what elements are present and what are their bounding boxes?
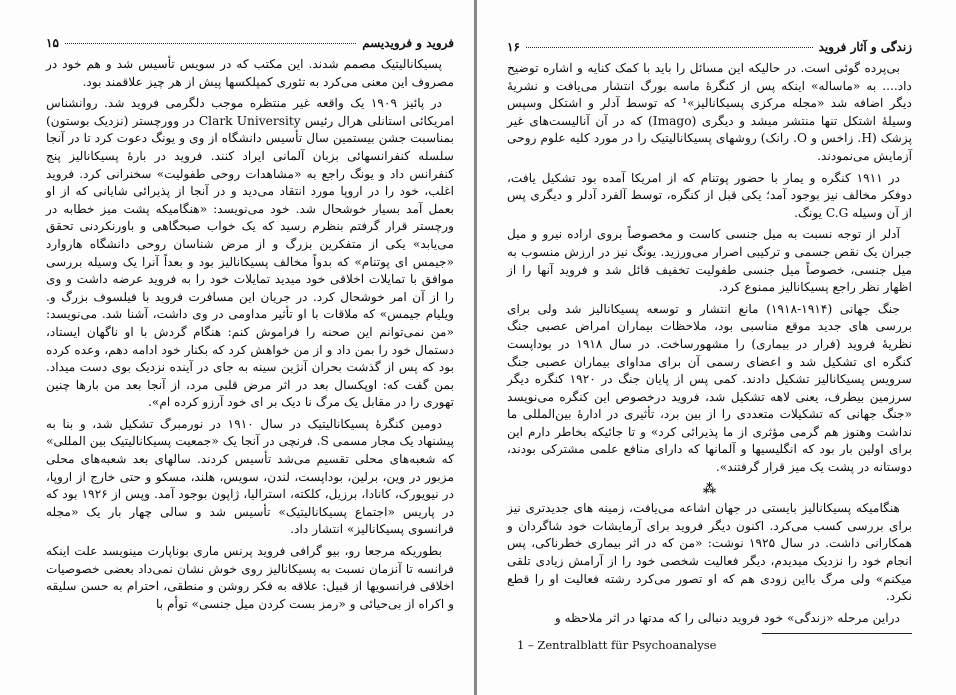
header-dotted-rule — [526, 47, 813, 48]
paragraph: پسیکانالیتیک مصمم شدند. این مکتب که در سویس تأسیس شد و هم خود در مصروف این معنی می‌کرد به تئوری کمپلکسها پیش از هر چیز علاقمند بود. — [46, 57, 454, 89]
left-page — [0, 0, 474, 695]
paragraph: دراین مرحله «زندگی» خود فروید دنبالی را که مدتها در اثر ملاحظه و — [554, 610, 900, 625]
paragraph: بی‌پرده گوئی است. در حالیکه این مسائل را باید با کمک کنایه و اشاره توضیح داد.... به «ماساله» اینکه پس از کنگرهٔ ماسه بورگ انتشار می‌یافت و نشریهٔ دیگر اضافه شد «مجله مرکزی پسیکانالیز»¹ که توسط آدلر و اشتکل وسپس وسیلهٔ اشتکل تنها منتشر میشد و دیگری (Imago) که در آن آنالیست‌های غیر پزشک (H. زاخس و O. رانک) روشهای پسیکانالیتیک را در مورد کلیه علوم روحی آزمایش می‌نمودند. — [507, 61, 912, 163]
paragraph: در پائیز ۱۹۰۹ یک واقعه غیر منتظره موجب دلگرمی فروید شد. روانشناس امریکائی استانلی هرال رئیس Clark University در وورچستر (نزدیک بوستون) بمناسبت جشن بیستمین سال تأسیس دانشگاه از وی و یونگ دعوت کرد تا در آنجا سلسله کنفرانسهائی بزبان آلمانی ایراد کنند. فروید در بارهٔ پسیکانالیز پنج کنفرانس داد و یونگ راجع به «مشاهدات روحی طفولیت» سخنرانی کرد. فروید اغلب، خود را در اروپا مورد انتقاد می‌دید و در آنجا از پذیرائی شایانی که از او بعمل آمد بسیار خوشحال شد. خود می‌نویسد: «هنگامیکه پشت میز خطابه در ورچستر قرار گرفتم بنظرم رسید که یک خواب صبحگاهی و باورنکردنی تحقق می‌یابد» یکی از متفکرین بزرگ و از مرض شناسان روحی دانشگاه هاروارد «جیمس ای پوتنام» که بدواً مخالف پسیکانالیز بود و بعداً آنرا یک وسیله بررسی موافق با تمایلات اخلاقی خود میدید تمایلات خود را به فروید عرضه داشت و وی را از آن امر خوشحال کرد. در جریان این مسافرت فروید با فیلسوف بزرگ و. ویلیام جیمس» که ملاقات با او تأثیر مداومی در وی داشت، آشنا شد. می‌نویسد: «من نمی‌توانم این صحنه را فراموش کنم: هنگام گردش با او ناگهان ایستاد، دستمال خود را بمن داد و از من خواهش کرد که بکنار خود ادامه دهم، وعده کرده بود که پس از گذشت بحران آنژین سینه به جای در آینده نزدیک بوی دست میداد. بمن گفت که: اوپکسال بعد در اثر مرض قلبی مرد، از آنجا بعد من بارها چنین تهوری را در مقابل یک مرگ نا دیک بر ای خود آرزو کرده ام». — [46, 96, 455, 410]
header-dotted-rule — [65, 43, 356, 44]
right-page-header — [507, 40, 912, 54]
footnote-rule — [762, 633, 912, 634]
right-page-number: ۱۶ — [507, 40, 520, 54]
right-page-body — [507, 60, 912, 627]
left-page-body — [46, 56, 454, 613]
paragraph: بطوریکه مرجعا رو، بیو گرافی فروید پرنس ماری بوناپارت مینویسد علت اینکه فرانسه تا آنزمان نسبت به پسیکانالیز روی خوش نشان نمی‌داد بعضی خصوصیات اخلاقی فرانسویها از قبیل: علاقه به فکر روشن و منطقی، احترام به حسن سلیقه و اکراه از بی‌حیائی و «رمز بست کردن میل جنسی» توأم با — [46, 544, 454, 611]
left-running-title: فروید و فرویدیسم — [362, 36, 454, 50]
paragraph: آدلر از توجه نسبت به میل جنسی کاست و مخصوصاً بروی اراده نیرو و میل جبران یک نقص جسمی و ترکیبی اصرار می‌ورزید. یونگ نیز در ارزش منسوب به میل جنسی، خصوصاً میل جنسی طفولیت تخفیف قائل شد و فروید آنها را از اظهار نظر راجع پسیکانالیز ممنوع کرد. — [507, 227, 912, 295]
paragraph: جنگ جهانی (۱۹۱۴-۱۹۱۸) مانع انتشار و توسعه پسیکانالیز شد ولی برای بررسی های جدید موقع مناسبی بود، ملاحظات بیماران امراض عصبی جنگ نظریهٔ فروید (فرار در بیماری) را مشهورساخت. در سال ۱۹۱۸ در بوداپست کنگره ای تشکیل شد و اعضای رسمی آن برای مداوای بیماران عصبی جنگ سرویس پسیکانالیز تشکیل دادند. کمی پس از پایان جنگ در ۱۹۲۰ کنگره دیگر سرزمین بیطرف، یعنی لاهه تشکیل شد، فروید درخصوص این کنگره می‌نویسد «جنگ جهانی که تشکیلات متعددی را از بین برد، تأثیری در ادارهٔ بین‌المللی ما نداشت وهنوز هم گرمی مؤثری از ما پذیرائی کرد» و تا جائیکه بخاطر دارم این برای اولین بار بود که انگلیسیها و آلمانها که دارای منافع علمی مشترکی بودند، دوستانه در پشت یک میز قرار گرفتند». — [507, 301, 912, 475]
paragraph: دومین کنگرهٔ پسیکانالیتیک در سال ۱۹۱۰ در نورمبرگ تشکیل شد، و بنا به پیشنهاد یک مجار مسمی S. فرنچی در آنجا یک «جمعیت پسیکانالیتیک بین المللی» که شعبه‌های محلی تقسیم می‌شد تأسیس کردند. سالهای بعد شعبه‌های محلی مزبور در وین، برلین، بوداپست، لندن، سویس، هلند، مسکو و حتی خارج از اروپا، در نیویورک، کانادا، برزیل، کلکته، استرالیا، ژاپون بوجود آمد. وپس از ۱۹۲۶ بود که در پاریس «اجتماع پسیکانالیتیک» تأسیس شد و سالی چهار بار یک «مجله فرانسوی پسیکانالیز» انتشار داد. — [46, 416, 454, 537]
right-page — [477, 0, 956, 695]
footnote: 1 – Zentralblatt für Psychoanalyse — [517, 638, 717, 653]
left-page-number: ۱۵ — [46, 36, 59, 50]
paragraph: در ۱۹۱۱ کنگره و یمار با حضور پوتنام که از امریکا آمده بود تشکیل یافت، دوفکر مخالف نیز بوجود آمد؛ یکی قبل از کنگره، توسط آلفرد آدلر و دیگری پس از آن وسیله C.G یونگ. — [507, 170, 912, 220]
paragraph: هنگامیکه پسیکانالیز بایستی در جهان اشاعه می‌یافت، زمینه های جدیدتری نیز برای بررسی کسب می‌کرد. اکنون دیگر فروید برای آرمایشات خود شاگردان و همکارانی داشت. در سال ۱۹۲۵ نوشت: «من که در اثر بیماری خطرناکی، پس انجام خود را نزدیک میدیدم، دیگر فعالیت شخصی خود را از آرامش زیادی تلقی میکنم» ولی مرگ بااین زودی هم که او تصور می‌کرد رشته فعالیت او را قطع نکرد. — [507, 501, 912, 604]
section-divider: ⁂ — [702, 481, 717, 497]
right-running-title: زندگی و آثار فروید — [818, 40, 912, 54]
left-page-header — [46, 36, 454, 50]
